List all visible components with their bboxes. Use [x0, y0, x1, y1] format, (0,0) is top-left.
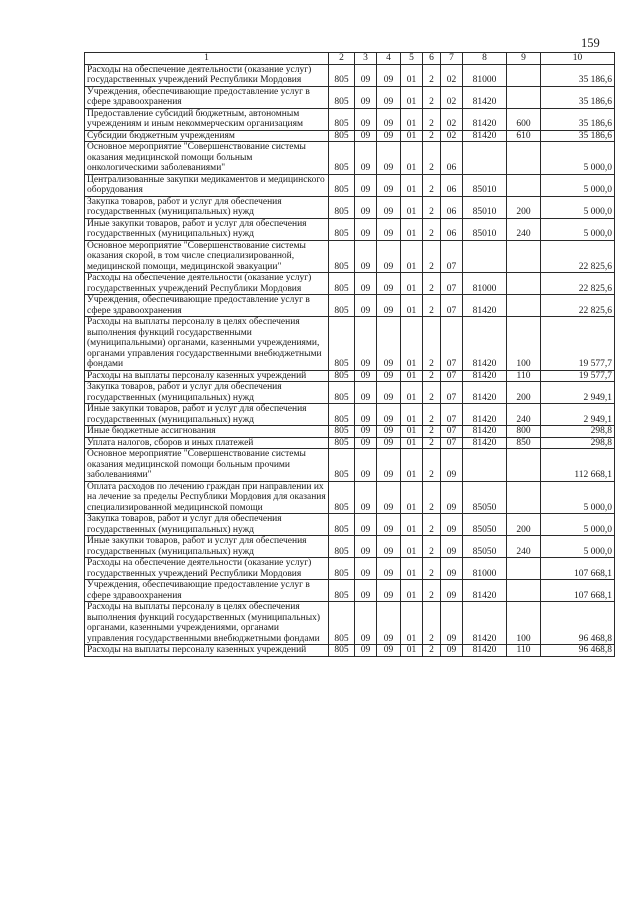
code-cell: 805 [329, 64, 355, 86]
code-cell: 2 [423, 370, 441, 382]
table-row [85, 481, 615, 514]
table-row [85, 558, 615, 580]
code-cell: 07 [441, 382, 463, 404]
code-cell: 09 [377, 602, 401, 645]
code-cell: 09 [377, 536, 401, 558]
table-row [85, 382, 615, 404]
code-cell: 240 [507, 218, 541, 240]
code-cell: 100 [507, 317, 541, 371]
code-cell: 09 [355, 370, 377, 382]
code-cell: 2 [423, 437, 441, 449]
row-name-cell: Расходы на обеспечение деятельности (оказание услуг) государственных учреждений Республики Мордовия [85, 64, 329, 86]
code-cell: 805 [329, 481, 355, 514]
code-cell: 09 [355, 382, 377, 404]
amount-cell: 22 825,6 [541, 273, 615, 295]
code-cell: 01 [401, 240, 423, 273]
row-name-cell: Уплата налогов, сборов и иных платежей [85, 437, 329, 449]
code-cell: 01 [401, 196, 423, 218]
code-cell: 09 [355, 602, 377, 645]
code-cell: 09 [355, 273, 377, 295]
amount-cell: 107 668,1 [541, 558, 615, 580]
code-cell: 01 [401, 645, 423, 657]
code-cell: 805 [329, 370, 355, 382]
code-cell: 09 [355, 64, 377, 86]
column-header: 8 [463, 53, 507, 65]
code-cell: 01 [401, 382, 423, 404]
code-cell: 09 [377, 108, 401, 130]
code-cell: 805 [329, 130, 355, 142]
code-cell: 09 [355, 295, 377, 317]
code-cell: 81420 [463, 382, 507, 404]
code-cell: 2 [423, 240, 441, 273]
table-row [85, 370, 615, 382]
row-name-cell: Субсидии бюджетным учреждениям [85, 130, 329, 142]
code-cell: 09 [355, 142, 377, 175]
table-row [85, 426, 615, 438]
code-cell: 81000 [463, 273, 507, 295]
code-cell: 805 [329, 142, 355, 175]
code-cell: 09 [441, 558, 463, 580]
code-cell: 240 [507, 404, 541, 426]
amount-cell: 5 000,0 [541, 514, 615, 536]
code-cell: 85010 [463, 196, 507, 218]
table-row [85, 645, 615, 657]
code-cell: 07 [441, 240, 463, 273]
code-cell [507, 273, 541, 295]
code-cell: 81420 [463, 130, 507, 142]
table-row [85, 86, 615, 108]
column-header: 2 [329, 53, 355, 65]
code-cell: 07 [441, 295, 463, 317]
code-cell [507, 240, 541, 273]
amount-cell: 5 000,0 [541, 174, 615, 196]
code-cell: 06 [441, 218, 463, 240]
code-cell: 2 [423, 481, 441, 514]
amount-cell: 19 577,7 [541, 370, 615, 382]
code-cell: 805 [329, 196, 355, 218]
code-cell [507, 86, 541, 108]
code-cell: 805 [329, 580, 355, 602]
table-row [85, 437, 615, 449]
code-cell: 09 [377, 317, 401, 371]
code-cell: 09 [377, 64, 401, 86]
code-cell: 2 [423, 64, 441, 86]
code-cell: 09 [355, 240, 377, 273]
amount-cell: 96 468,8 [541, 602, 615, 645]
code-cell: 09 [355, 108, 377, 130]
column-header: 9 [507, 53, 541, 65]
code-cell [507, 481, 541, 514]
code-cell: 09 [355, 130, 377, 142]
code-cell [507, 295, 541, 317]
row-name-cell: Иные закупки товаров, работ и услуг для обеспечения государственных (муниципальных) нужд [85, 218, 329, 240]
code-cell: 81420 [463, 86, 507, 108]
column-header: 1 [85, 53, 329, 65]
code-cell: 805 [329, 273, 355, 295]
code-cell: 600 [507, 108, 541, 130]
code-cell: 805 [329, 218, 355, 240]
amount-cell: 112 668,1 [541, 449, 615, 482]
code-cell: 09 [377, 240, 401, 273]
code-cell: 01 [401, 370, 423, 382]
code-cell: 09 [355, 645, 377, 657]
row-name-cell: Закупка товаров, работ и услуг для обеспечения государственных (муниципальных) нужд [85, 382, 329, 404]
code-cell: 09 [441, 645, 463, 657]
code-cell: 01 [401, 108, 423, 130]
code-cell: 805 [329, 514, 355, 536]
code-cell: 2 [423, 108, 441, 130]
code-cell: 805 [329, 558, 355, 580]
code-cell: 01 [401, 602, 423, 645]
code-cell: 09 [377, 580, 401, 602]
column-header: 10 [541, 53, 615, 65]
code-cell: 805 [329, 317, 355, 371]
amount-cell: 35 186,6 [541, 64, 615, 86]
code-cell: 01 [401, 404, 423, 426]
table-row [85, 108, 615, 130]
code-cell: 800 [507, 426, 541, 438]
code-cell: 610 [507, 130, 541, 142]
code-cell: 2 [423, 130, 441, 142]
code-cell: 07 [441, 404, 463, 426]
table-row [85, 580, 615, 602]
code-cell: 110 [507, 370, 541, 382]
code-cell [507, 558, 541, 580]
row-name-cell: Иные закупки товаров, работ и услуг для обеспечения государственных (муниципальных) нужд [85, 536, 329, 558]
amount-cell: 5 000,0 [541, 536, 615, 558]
code-cell: 100 [507, 602, 541, 645]
code-cell: 01 [401, 295, 423, 317]
amount-cell: 35 186,6 [541, 130, 615, 142]
amount-cell: 35 186,6 [541, 108, 615, 130]
amount-cell: 22 825,6 [541, 240, 615, 273]
amount-cell: 5 000,0 [541, 481, 615, 514]
code-cell: 01 [401, 273, 423, 295]
code-cell: 81420 [463, 295, 507, 317]
code-cell: 2 [423, 174, 441, 196]
code-cell: 07 [441, 437, 463, 449]
code-cell: 2 [423, 426, 441, 438]
amount-cell: 19 577,7 [541, 317, 615, 371]
row-name-cell: Иные бюджетные ассигнования [85, 426, 329, 438]
row-name-cell: Закупка товаров, работ и услуг для обеспечения государственных (муниципальных) нужд [85, 514, 329, 536]
code-cell: 09 [377, 481, 401, 514]
code-cell: 01 [401, 86, 423, 108]
code-cell [507, 580, 541, 602]
code-cell: 09 [355, 449, 377, 482]
code-cell: 09 [377, 174, 401, 196]
code-cell: 09 [355, 174, 377, 196]
code-cell: 09 [377, 370, 401, 382]
row-name-cell: Предоставление субсидий бюджетным, автономным учреждениям и иным некоммерческим организациям [85, 108, 329, 130]
table-row [85, 142, 615, 175]
table-row [85, 536, 615, 558]
code-cell: 2 [423, 273, 441, 295]
column-header: 6 [423, 53, 441, 65]
table-row [85, 64, 615, 86]
amount-cell: 96 468,8 [541, 645, 615, 657]
code-cell: 2 [423, 602, 441, 645]
table-row [85, 130, 615, 142]
code-cell: 200 [507, 196, 541, 218]
code-cell: 805 [329, 426, 355, 438]
code-cell [463, 142, 507, 175]
code-cell: 2 [423, 382, 441, 404]
code-cell: 2 [423, 449, 441, 482]
code-cell: 2 [423, 142, 441, 175]
code-cell: 81420 [463, 370, 507, 382]
code-cell: 2 [423, 536, 441, 558]
code-cell: 01 [401, 317, 423, 371]
code-cell: 2 [423, 580, 441, 602]
code-cell: 09 [355, 437, 377, 449]
code-cell: 01 [401, 174, 423, 196]
code-cell: 850 [507, 437, 541, 449]
row-name-cell: Основное мероприятие "Совершенствование системы оказания медицинской помощи больным прочими заболеваниями" [85, 449, 329, 482]
code-cell: 85050 [463, 514, 507, 536]
row-name-cell: Закупка товаров, работ и услуг для обеспечения государственных (муниципальных) нужд [85, 196, 329, 218]
code-cell: 2 [423, 558, 441, 580]
code-cell: 02 [441, 130, 463, 142]
code-cell: 09 [355, 426, 377, 438]
table-header-row [85, 53, 615, 65]
row-name-cell: Централизованные закупки медикаментов и медицинского оборудования [85, 174, 329, 196]
row-name-cell: Учреждения, обеспечивающие предоставление услуг в сфере здравоохранения [85, 86, 329, 108]
code-cell: 805 [329, 602, 355, 645]
code-cell: 09 [377, 142, 401, 175]
code-cell: 06 [441, 174, 463, 196]
code-cell: 01 [401, 514, 423, 536]
column-header: 4 [377, 53, 401, 65]
table-body [85, 64, 615, 656]
code-cell: 2 [423, 645, 441, 657]
table-row [85, 404, 615, 426]
code-cell: 06 [441, 142, 463, 175]
table-row [85, 295, 615, 317]
code-cell: 09 [377, 130, 401, 142]
column-header: 5 [401, 53, 423, 65]
code-cell: 09 [355, 404, 377, 426]
row-name-cell: Расходы на выплаты персоналу в целях обеспечения выполнения функций государственными (муниципальными) органами, казенными учреждениями, органами управления государственными внебюджетными фондами [85, 317, 329, 371]
amount-cell: 298,8 [541, 426, 615, 438]
code-cell: 01 [401, 218, 423, 240]
code-cell: 09 [441, 481, 463, 514]
code-cell: 2 [423, 514, 441, 536]
code-cell: 200 [507, 382, 541, 404]
code-cell: 09 [355, 196, 377, 218]
code-cell [507, 449, 541, 482]
code-cell: 07 [441, 317, 463, 371]
amount-cell: 107 668,1 [541, 580, 615, 602]
code-cell: 01 [401, 64, 423, 86]
code-cell: 81420 [463, 108, 507, 130]
amount-cell: 5 000,0 [541, 196, 615, 218]
code-cell: 02 [441, 108, 463, 130]
code-cell: 09 [377, 514, 401, 536]
code-cell: 09 [441, 580, 463, 602]
code-cell: 01 [401, 437, 423, 449]
code-cell: 07 [441, 370, 463, 382]
code-cell [463, 449, 507, 482]
code-cell: 09 [377, 295, 401, 317]
table-row [85, 196, 615, 218]
amount-cell: 35 186,6 [541, 86, 615, 108]
table-row [85, 317, 615, 371]
code-cell: 85050 [463, 536, 507, 558]
code-cell: 01 [401, 580, 423, 602]
code-cell: 805 [329, 404, 355, 426]
code-cell: 805 [329, 536, 355, 558]
code-cell: 110 [507, 645, 541, 657]
code-cell: 2 [423, 218, 441, 240]
amount-cell: 2 949,1 [541, 382, 615, 404]
code-cell: 01 [401, 536, 423, 558]
code-cell: 805 [329, 174, 355, 196]
code-cell: 09 [377, 437, 401, 449]
code-cell: 81000 [463, 558, 507, 580]
table-row [85, 449, 615, 482]
table-row [85, 240, 615, 273]
code-cell: 2 [423, 196, 441, 218]
code-cell: 85010 [463, 218, 507, 240]
row-name-cell: Расходы на выплаты персоналу казенных учреждений [85, 370, 329, 382]
code-cell: 09 [377, 273, 401, 295]
code-cell: 200 [507, 514, 541, 536]
table-row [85, 174, 615, 196]
code-cell: 2 [423, 86, 441, 108]
code-cell [507, 142, 541, 175]
code-cell: 09 [441, 449, 463, 482]
code-cell: 81000 [463, 64, 507, 86]
code-cell: 2 [423, 295, 441, 317]
code-cell: 09 [377, 86, 401, 108]
row-name-cell: Учреждения, обеспечивающие предоставление услуг в сфере здравоохранения [85, 580, 329, 602]
code-cell: 09 [441, 514, 463, 536]
table-row [85, 218, 615, 240]
code-cell [507, 174, 541, 196]
code-cell: 09 [355, 580, 377, 602]
code-cell: 81420 [463, 645, 507, 657]
code-cell: 09 [377, 426, 401, 438]
code-cell: 01 [401, 481, 423, 514]
code-cell: 09 [355, 558, 377, 580]
code-cell: 81420 [463, 580, 507, 602]
code-cell: 07 [441, 273, 463, 295]
code-cell: 09 [355, 536, 377, 558]
code-cell: 805 [329, 108, 355, 130]
code-cell: 2 [423, 317, 441, 371]
code-cell: 09 [441, 536, 463, 558]
code-cell [507, 64, 541, 86]
code-cell: 805 [329, 86, 355, 108]
code-cell: 09 [355, 514, 377, 536]
code-cell: 09 [441, 602, 463, 645]
page-number: 159 [581, 36, 600, 50]
amount-cell: 298,8 [541, 437, 615, 449]
row-name-cell: Расходы на выплаты персоналу в целях обеспечения выполнения функций государственных (муниципальных) органами, казенными учреждениями, органами управления государственными внебюджетными фондами [85, 602, 329, 645]
code-cell: 240 [507, 536, 541, 558]
code-cell: 09 [355, 86, 377, 108]
code-cell: 09 [377, 404, 401, 426]
row-name-cell: Иные закупки товаров, работ и услуг для обеспечения государственных (муниципальных) нужд [85, 404, 329, 426]
budget-table [84, 52, 615, 657]
row-name-cell: Оплата расходов по лечению граждан при направлении их на лечение за пределы Республики Мордовия для оказания специализированной медицинской помощи [85, 481, 329, 514]
code-cell: 09 [377, 558, 401, 580]
row-name-cell: Учреждения, обеспечивающие предоставление услуг в сфере здравоохранения [85, 295, 329, 317]
code-cell: 81420 [463, 404, 507, 426]
code-cell: 81420 [463, 602, 507, 645]
code-cell: 01 [401, 558, 423, 580]
code-cell: 09 [355, 481, 377, 514]
code-cell: 09 [377, 449, 401, 482]
code-cell: 07 [441, 426, 463, 438]
code-cell: 09 [355, 317, 377, 371]
table-row [85, 514, 615, 536]
code-cell: 09 [377, 382, 401, 404]
code-cell: 805 [329, 437, 355, 449]
amount-cell: 22 825,6 [541, 295, 615, 317]
code-cell: 85050 [463, 481, 507, 514]
code-cell: 02 [441, 64, 463, 86]
code-cell: 01 [401, 426, 423, 438]
code-cell [463, 240, 507, 273]
amount-cell: 5 000,0 [541, 218, 615, 240]
code-cell: 09 [377, 218, 401, 240]
code-cell: 09 [377, 196, 401, 218]
row-name-cell: Основное мероприятие "Совершенствование системы оказания медицинской помощи больным онкологическими заболеваниями" [85, 142, 329, 175]
code-cell: 805 [329, 295, 355, 317]
code-cell: 01 [401, 449, 423, 482]
amount-cell: 5 000,0 [541, 142, 615, 175]
code-cell: 02 [441, 86, 463, 108]
column-header: 7 [441, 53, 463, 65]
row-name-cell: Основное мероприятие "Совершенствование системы оказания скорой, в том числе специализированной, медицинской помощи, медицинской эвакуации" [85, 240, 329, 273]
code-cell: 01 [401, 142, 423, 175]
code-cell: 09 [377, 645, 401, 657]
code-cell: 2 [423, 404, 441, 426]
code-cell: 805 [329, 449, 355, 482]
table-row [85, 273, 615, 295]
code-cell: 805 [329, 382, 355, 404]
row-name-cell: Расходы на выплаты персоналу казенных учреждений [85, 645, 329, 657]
code-cell: 81420 [463, 317, 507, 371]
code-cell: 805 [329, 645, 355, 657]
code-cell: 81420 [463, 426, 507, 438]
amount-cell: 2 949,1 [541, 404, 615, 426]
code-cell: 06 [441, 196, 463, 218]
table-row [85, 602, 615, 645]
code-cell: 09 [355, 218, 377, 240]
code-cell: 81420 [463, 437, 507, 449]
code-cell: 01 [401, 130, 423, 142]
row-name-cell: Расходы на обеспечение деятельности (оказание услуг) государственных учреждений Республики Мордовия [85, 273, 329, 295]
column-header: 3 [355, 53, 377, 65]
code-cell: 85010 [463, 174, 507, 196]
code-cell: 805 [329, 240, 355, 273]
row-name-cell: Расходы на обеспечение деятельности (оказание услуг) государственных учреждений Республики Мордовия [85, 558, 329, 580]
